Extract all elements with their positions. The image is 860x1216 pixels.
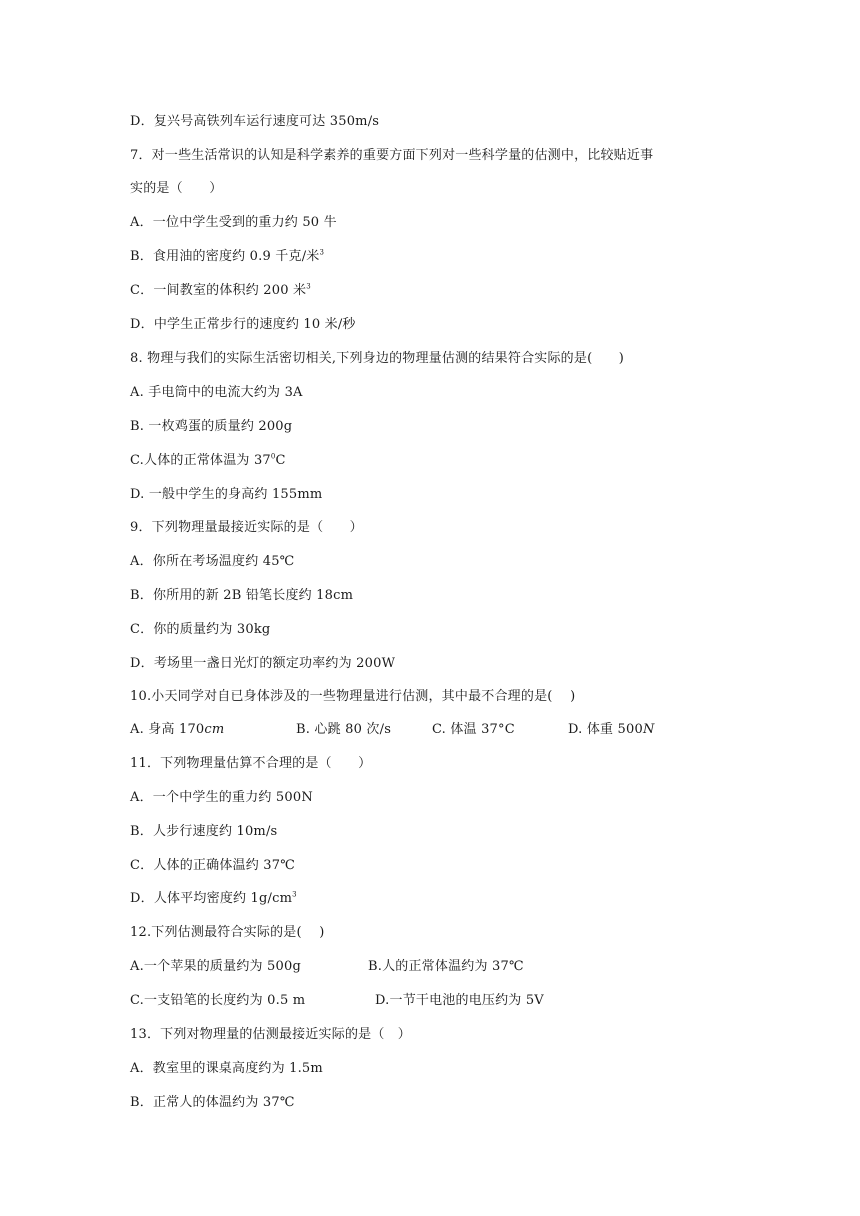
q13-option-b: B．正常人的体温约为 37℃: [130, 1095, 295, 1110]
q7-option-a: A．一位中学生受到的重力约 50 牛: [130, 215, 337, 230]
q10-option-c: C. 体温 37°C: [432, 722, 515, 737]
q8-option-c: C.人体的正常体温为 $37^0C$: [130, 452, 286, 468]
q9-option-d: D．考场里一盏日光灯的额定功率约为 200W: [130, 656, 396, 671]
q7-stem-line2: 实的是（ ）: [130, 181, 223, 196]
q7-option-b: B．食用油的密度约 0.9 千克/米$^3$: [130, 248, 325, 264]
q12-option-b: B.人的正常体温约为 37℃: [368, 959, 524, 974]
q8-stem: 8. 物理与我们的实际生活密切相关,下列身边的物理量估测的结果符合实际的是( ): [130, 351, 625, 366]
q12-options-row2: [130, 992, 544, 1010]
q9-option-c: C．你的质量约为 30kg: [130, 622, 271, 637]
q8-option-a: A. 手电筒中的电流大约为 3A: [130, 385, 303, 400]
q13-option-a: A．教室里的课桌高度约为 1.5m: [130, 1061, 323, 1076]
q11-option-a: A．一个中学生的重力约 500N: [130, 790, 313, 805]
q12-options-row1: [130, 958, 524, 976]
q6-option-d: D．复兴号高铁列车运行速度可达 350m/s: [130, 114, 380, 129]
q10-option-d: D. 体重 500N: [568, 722, 655, 737]
q7-stem-line1: 7．对一些生活常识的认知是科学素养的重要方面下列对一些科学量的估测中，比较贴近事: [130, 148, 654, 163]
q12-option-c: C.一支铅笔的长度约为 0.5 m: [130, 993, 306, 1008]
q7-option-d: D．中学生正常步行的速度约 10 米/秒: [130, 317, 356, 332]
q11-option-c: C．人体的正确体温约 37℃: [130, 858, 295, 873]
q9-option-a: A．你所在考场温度约 45℃: [130, 554, 295, 569]
q9-option-b: B．你所用的新 2B 铅笔长度约 18cm: [130, 588, 354, 603]
q10-option-b: B. 心跳 80 次/s: [296, 722, 392, 737]
q10-stem: 10.小天同学对自已身体涉及的一些物理量进行估测，其中最不合理的是( ): [130, 689, 576, 704]
q11-option-d: D．人体平均密度约 $1g/cm^3$: [130, 890, 297, 906]
q8-option-b: B. 一枚鸡蛋的质量约 200g: [130, 419, 293, 434]
q10-options: [130, 721, 655, 739]
q13-stem: 13．下列对物理量的估测最接近实际的是（ ）: [130, 1027, 411, 1042]
q11-option-b: B．人步行速度约 10m/s: [130, 824, 278, 839]
q7-option-c: C．一间教室的体积约 200 米$^3$: [130, 282, 311, 298]
q10-option-a: A. 身高 170cm: [130, 722, 225, 737]
q12-option-d: D.一节干电池的电压约为 5V: [375, 993, 544, 1008]
q9-stem: 9．下列物理量最接近实际的是（ ）: [130, 520, 363, 535]
q11-stem: 11．下列物理量估算不合理的是（ ）: [130, 756, 372, 771]
q8-option-d: D. 一般中学生的身高约 155mm: [130, 487, 323, 502]
q12-stem: 12.下列估测最符合实际的是( ): [130, 925, 325, 940]
q12-option-a: A.一个苹果的质量约为 500g: [130, 959, 301, 974]
